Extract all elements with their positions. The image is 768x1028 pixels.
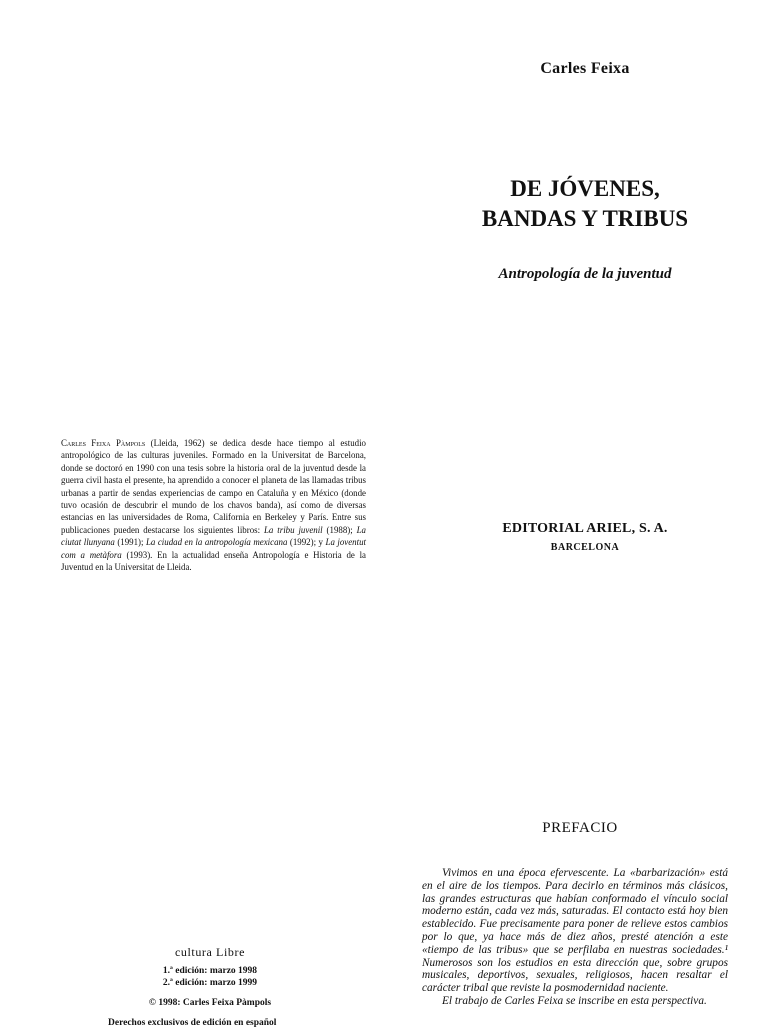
copyright-notice: © 1998: Carles Feixa Pàmpols [148,998,272,1008]
bio-book-1: La tribu juvenil [263,524,323,535]
bio-book-4: La joventut com a metàfora [61,537,366,560]
bio-text-4: (1992); y [287,537,326,548]
bio-text-1: (Lleida, 1962) se dedica desde hace tiempo al estudio antropológico de las culturas juveniles. Formado en la Universitat de Barcelona, donde se doctoró en 1990 con una tesis sobre la historia oral de la juventud desde la guerra civil hasta el presente, ha aprendido a conocer el planeta de las llamadas tribus urbanas a partir de sendas experiencias de campo en Cataluña y en México (donde tuvo ocasión de descubrir el mundo de los chavos banda), así como de diversas estancias en las universidades de Roma, California en Berkeley y París. Entre sus publicaciones pueden destacarse los siguientes libros: [61,438,366,535]
rights-notice: Derechos exclusivos de edición en español [108,1018,277,1028]
bio-text-5: (1993). En la actualidad enseña Antropología e Historia de la Juventud en la Universitat de Lleida. [61,549,366,573]
series-name: cultura Libre [174,945,246,959]
bio-text-3: (1991); [114,537,146,548]
bio-author-name: Carles Feixa Pàmpols [61,438,146,448]
bio-text-2: (1988); [322,524,357,535]
bio-book-2: La ciutat llunyana [61,524,366,548]
publisher-name: EDITORIAL ARIEL, S. A. [502,521,668,536]
edition-first: 1.ª edición: marzo 1998 [162,966,258,976]
prefacio-paragraph-1: Vivimos en una época efervescente. La «barbarización» está en el aire de los tiempos. Para decirlo en términos más clásicos, las grandes estructuras que habían conformado el vínculo social moderno están, cada vez más, saturadas. El contacto está hoy bien establecido. Fue precisamente para poner de relieve estos cambios por lo que, ya hace más de diez años, presté atención a este «tiempo de las tribus» que se perfilaba en nuestras sociedades.¹ Numerosos son los estudios en esta dirección que, sobre grupos musicales, deportivos, sexuales, religiosos, hacen resaltar el carácter tribal que reviste la posmodernidad naciente. [422,867,728,995]
prefacio-heading: PREFACIO [542,820,618,836]
book-subtitle: Antropología de la juventud [498,266,672,282]
prefacio-body [422,867,728,1008]
author-bio [61,437,366,573]
bio-book-3: La ciudad en la antropología mexicana [145,537,288,548]
author-name: Carles Feixa [540,60,630,77]
prefacio-paragraph-2: El trabajo de Carles Feixa se inscribe en esta perspectiva. [442,994,707,1007]
publisher-city: BARCELONA [550,542,620,553]
book-title [420,174,750,234]
book-title-line-1: DE JÓVENES, [510,176,660,201]
book-title-line-2: BANDAS Y TRIBUS [481,206,689,231]
edition-second: 2.ª edición: marzo 1999 [162,978,258,988]
